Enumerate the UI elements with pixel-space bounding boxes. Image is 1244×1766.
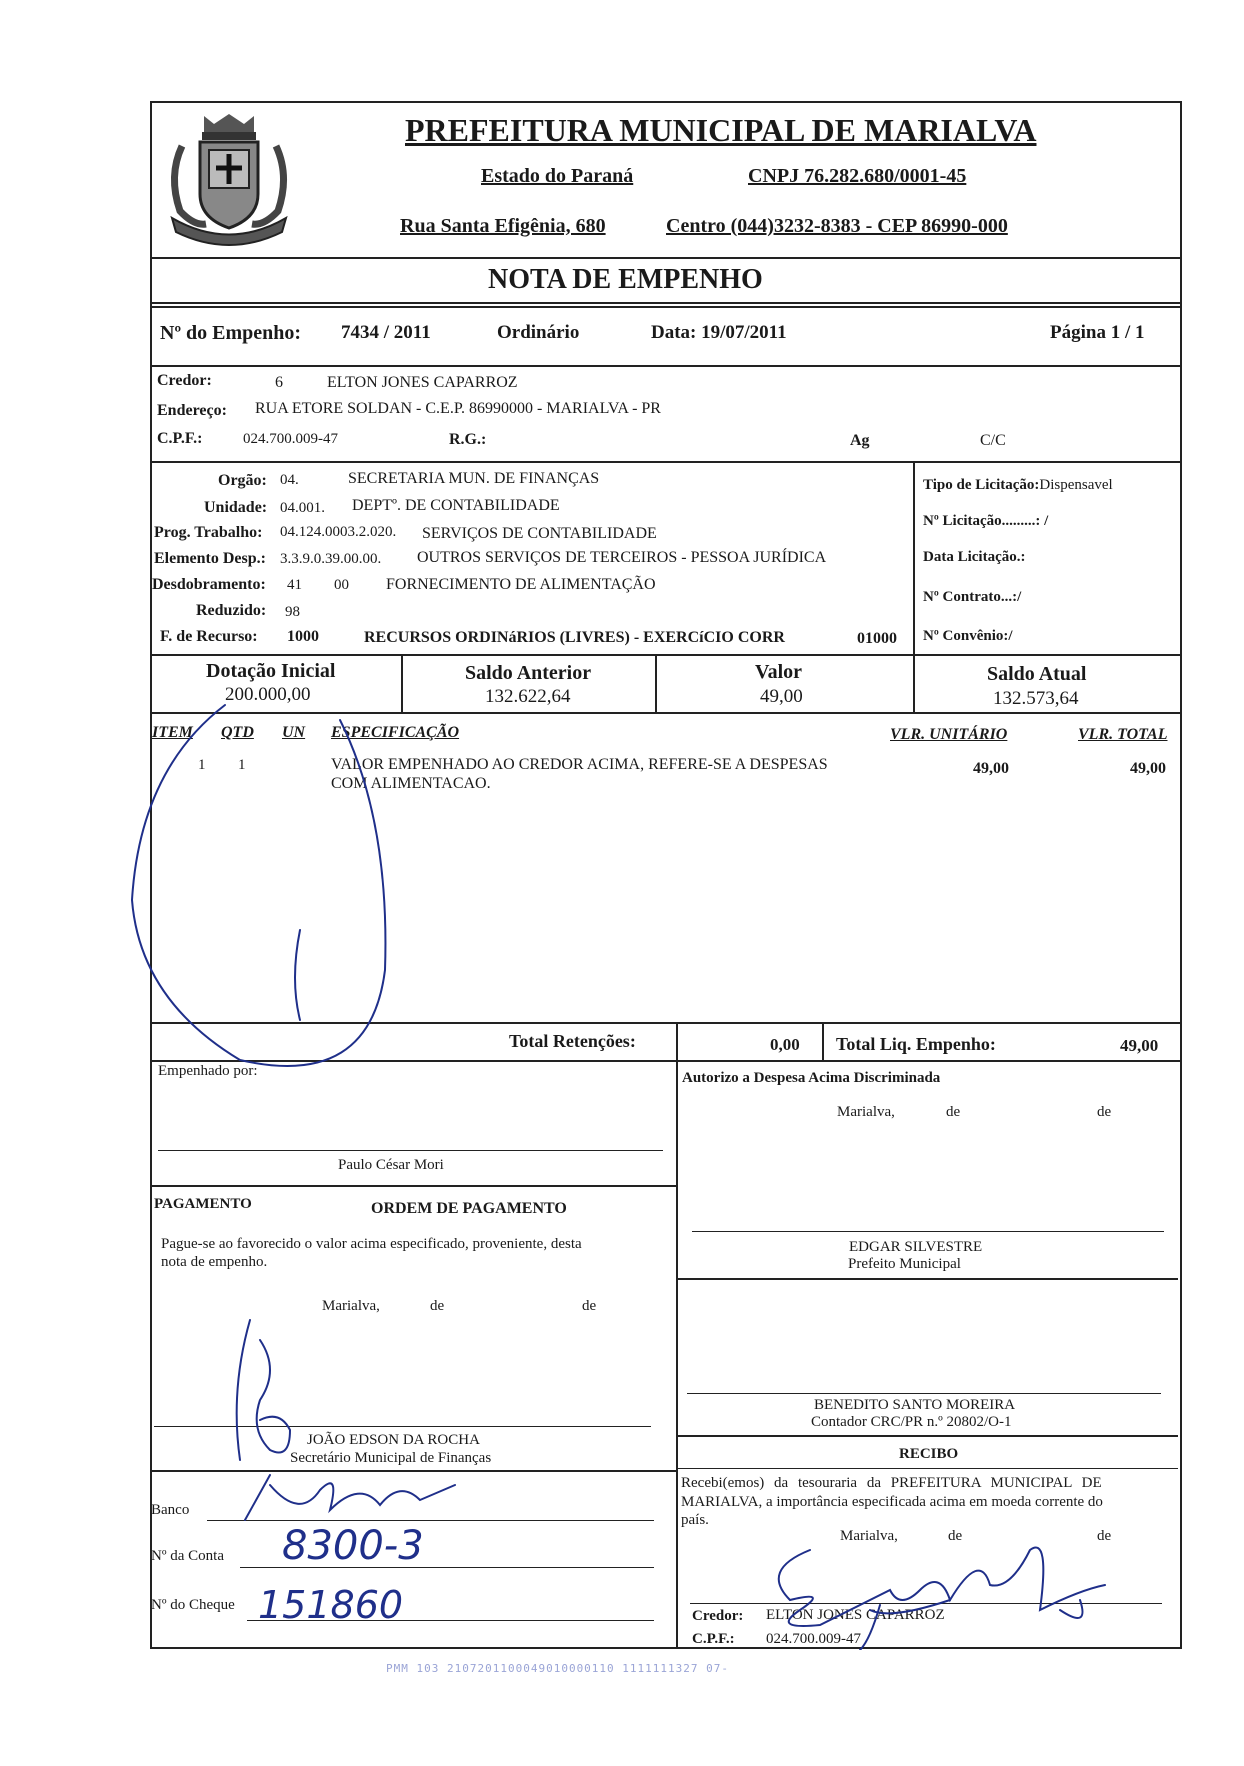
recurso-code: 1000 — [287, 628, 319, 645]
orgao-label: Orgão: — [218, 472, 267, 489]
total-retencoes-label: Total Retenções: — [509, 1031, 636, 1051]
address-contact: Centro (044)3232-8383 - CEP 86990-000 — [666, 215, 1008, 237]
credor-label: Credor: — [157, 372, 212, 389]
handwritten-initials-signature — [220, 1310, 320, 1470]
convenio-numero: Nº Convênio:/ — [923, 628, 1013, 644]
credor-code: 6 — [275, 374, 283, 391]
autorizo-de1: de — [946, 1104, 961, 1120]
unidade-label: Unidade: — [204, 499, 268, 516]
recurso-label: F. de Recurso: — [160, 628, 258, 645]
item-qtd: 1 — [238, 757, 246, 773]
recibo-credor-name: ELTON JONES CAPARROZ — [766, 1607, 945, 1623]
licitacao-data: Data Licitação.: — [923, 549, 1026, 565]
unidade-name: DEPTº. DE CONTABILIDADE — [352, 497, 560, 514]
orgao-code: 04. — [280, 472, 299, 488]
contador-title: Contador CRC/PR n.º 20802/O-1 — [811, 1414, 1012, 1430]
document-title: NOTA DE EMPENHO — [488, 264, 763, 295]
secretario-title: Secretário Municipal de Finanças — [290, 1450, 492, 1466]
conta-label: Nº da Conta — [151, 1548, 224, 1564]
empenhado-por-name: Paulo César Mori — [338, 1157, 444, 1173]
saldo-atual-label: Saldo Atual — [987, 663, 1087, 685]
pagamento-text-line2: nota de empenho. — [161, 1254, 268, 1270]
col-un: UN — [282, 724, 306, 741]
address-street: Rua Santa Efigênia, 680 — [400, 215, 606, 237]
dotacao-inicial-label: Dotação Inicial — [206, 660, 336, 682]
elemento-code: 3.3.9.0.39.00.00. — [280, 551, 382, 567]
state-name: Estado do Paraná — [481, 165, 634, 187]
secretario-name: JOÃO EDSON DA ROCHA — [307, 1432, 480, 1448]
col-vlr-unit: VLR. UNITÁRIO — [890, 726, 1008, 743]
autorizo-place: Marialva, — [837, 1104, 895, 1120]
elemento-name: OUTROS SERVIÇOS DE TERCEIROS - PESSOA JURÍDICA — [417, 549, 827, 566]
recibo-cpf-value: 024.700.009-47 — [766, 1631, 861, 1647]
rg-label: R.G.: — [449, 431, 487, 448]
handwritten-recibo-signature — [750, 1530, 1110, 1650]
pagamento-place: Marialva, — [322, 1298, 380, 1314]
recurso-name: RECURSOS ORDINáRIOS (LIVRES) - EXERCíCIO CORR — [364, 629, 785, 646]
desdobramento-name: FORNECIMENTO DE ALIMENTAÇÃO — [386, 576, 656, 593]
contrato-numero: Nº Contrato...:/ — [923, 589, 1022, 605]
saldo-atual-value: 132.573,64 — [993, 688, 1079, 709]
total-liquido-label: Total Liq. Empenho: — [836, 1034, 996, 1054]
empenho-number: 7434 / 2011 — [341, 322, 431, 343]
licitacao-numero: Nº Licitação.........: / — [923, 513, 1049, 529]
pagamento-de2: de — [582, 1298, 597, 1314]
unidade-code: 04.001. — [280, 500, 325, 516]
total-liquido-value: 49,00 — [1120, 1036, 1159, 1055]
pagamento-label: PAGAMENTO — [154, 1196, 252, 1212]
recibo-place: Marialva, — [840, 1528, 898, 1544]
item-spec-line2: COM ALIMENTACAO. — [331, 775, 491, 792]
cnpj: CNPJ 76.282.680/0001-45 — [748, 165, 967, 187]
recibo-text-line2: MARIALVA, a importância especificada acima em moeda corrente do — [681, 1494, 1103, 1510]
footer-stamp: PMM 103 2107201100049010000110 1111111327 07- — [386, 1662, 730, 1675]
contador-name: BENEDITO SANTO MOREIRA — [814, 1397, 1016, 1413]
endereco-label: Endereço: — [157, 402, 227, 419]
pagamento-text-line1: Pague-se ao favorecido o valor acima especificado, proveniente, desta — [161, 1236, 582, 1252]
prog-trabalho-name: SERVIÇOS DE CONTABILIDADE — [422, 525, 657, 542]
handwritten-bank-signature — [240, 1470, 460, 1530]
orgao-name: SECRETARIA MUN. DE FINANÇAS — [348, 470, 600, 487]
saldo-anterior-value: 132.622,64 — [485, 686, 571, 707]
coat-of-arms-logo — [154, 106, 304, 256]
dotacao-inicial-value: 200.000,00 — [225, 684, 311, 705]
recibo-credor-label: Credor: — [692, 1608, 744, 1624]
desdobramento-code: 41 — [287, 577, 302, 593]
conta-value: 8300-3 — [282, 1523, 424, 1569]
pagamento-de1: de — [430, 1298, 445, 1314]
prefeito-title: Prefeito Municipal — [848, 1256, 961, 1272]
item-vlr-total: 49,00 — [1130, 760, 1166, 777]
saldo-anterior-label: Saldo Anterior — [465, 662, 592, 684]
recibo-text-line3: país. — [681, 1512, 709, 1528]
desdobramento-label: Desdobramento: — [152, 576, 266, 593]
empenho-number-label: Nº do Empenho: — [160, 322, 302, 344]
recibo-de2: de — [1097, 1528, 1112, 1544]
recibo-cpf-label: C.P.F.: — [692, 1631, 735, 1647]
col-spec: ESPECIFICAÇÃO — [331, 724, 460, 741]
ordem-pagamento-label: ORDEM DE PAGAMENTO — [371, 1200, 567, 1217]
empenhado-por-label: Empenhado por: — [158, 1063, 258, 1079]
col-qtd: QTD — [221, 724, 254, 741]
banco-label: Banco — [151, 1502, 190, 1518]
total-retencoes-value: 0,00 — [770, 1035, 800, 1054]
item-vlr-unit: 49,00 — [973, 760, 1009, 777]
prog-trabalho-code: 04.124.0003.2.020. — [280, 524, 397, 540]
ag-label: Ag — [850, 432, 870, 449]
elemento-label: Elemento Desp.: — [154, 550, 266, 567]
recibo-text-line1: Recebi(emos) da tesouraria da PREFEITURA MUNICIPAL DE — [681, 1475, 1102, 1491]
prog-trabalho-label: Prog. Trabalho: — [154, 524, 263, 541]
municipality-title: PREFEITURA MUNICIPAL DE MARIALVA — [405, 112, 1037, 148]
cheque-label: Nº do Cheque — [151, 1597, 235, 1613]
reduzido-label: Reduzido: — [196, 602, 267, 619]
recibo-label: RECIBO — [899, 1446, 959, 1462]
item-spec-line1: VALOR EMPENHADO AO CREDOR ACIMA, REFERE-SE A DESPESAS — [331, 756, 828, 773]
cheque-value: 151860 — [258, 1583, 404, 1627]
credor-address: RUA ETORE SOLDAN - C.E.P. 86990000 - MARIALVA - PR — [255, 400, 661, 417]
credor-cpf: 024.700.009-47 — [243, 431, 338, 447]
credor-name: ELTON JONES CAPARROZ — [327, 374, 518, 391]
col-item: ITEM — [152, 724, 193, 741]
cpf-label: C.P.F.: — [157, 430, 203, 447]
recibo-de1: de — [948, 1528, 963, 1544]
page-number: Página 1 / 1 — [1050, 322, 1145, 343]
cc-label: C/C — [980, 432, 1006, 449]
valor-label: Valor — [755, 661, 803, 683]
desdobramento-sub: 00 — [334, 577, 349, 593]
prefeito-name: EDGAR SILVESTRE — [849, 1239, 983, 1255]
handwritten-loop-mark — [120, 680, 440, 1080]
licitacao-tipo: Tipo de Licitação:Dispensavel — [923, 477, 1113, 493]
valor-value: 49,00 — [760, 686, 803, 707]
autorizo-de2: de — [1097, 1104, 1112, 1120]
item-number: 1 — [198, 757, 206, 773]
empenho-type: Ordinário — [497, 322, 580, 343]
col-vlr-total: VLR. TOTAL — [1078, 726, 1168, 743]
autorizo-label: Autorizo a Despesa Acima Discriminada — [682, 1070, 941, 1086]
reduzido-value: 98 — [285, 604, 300, 620]
empenho-date: Data: 19/07/2011 — [651, 322, 787, 343]
recurso-suffix: 01000 — [857, 630, 897, 647]
